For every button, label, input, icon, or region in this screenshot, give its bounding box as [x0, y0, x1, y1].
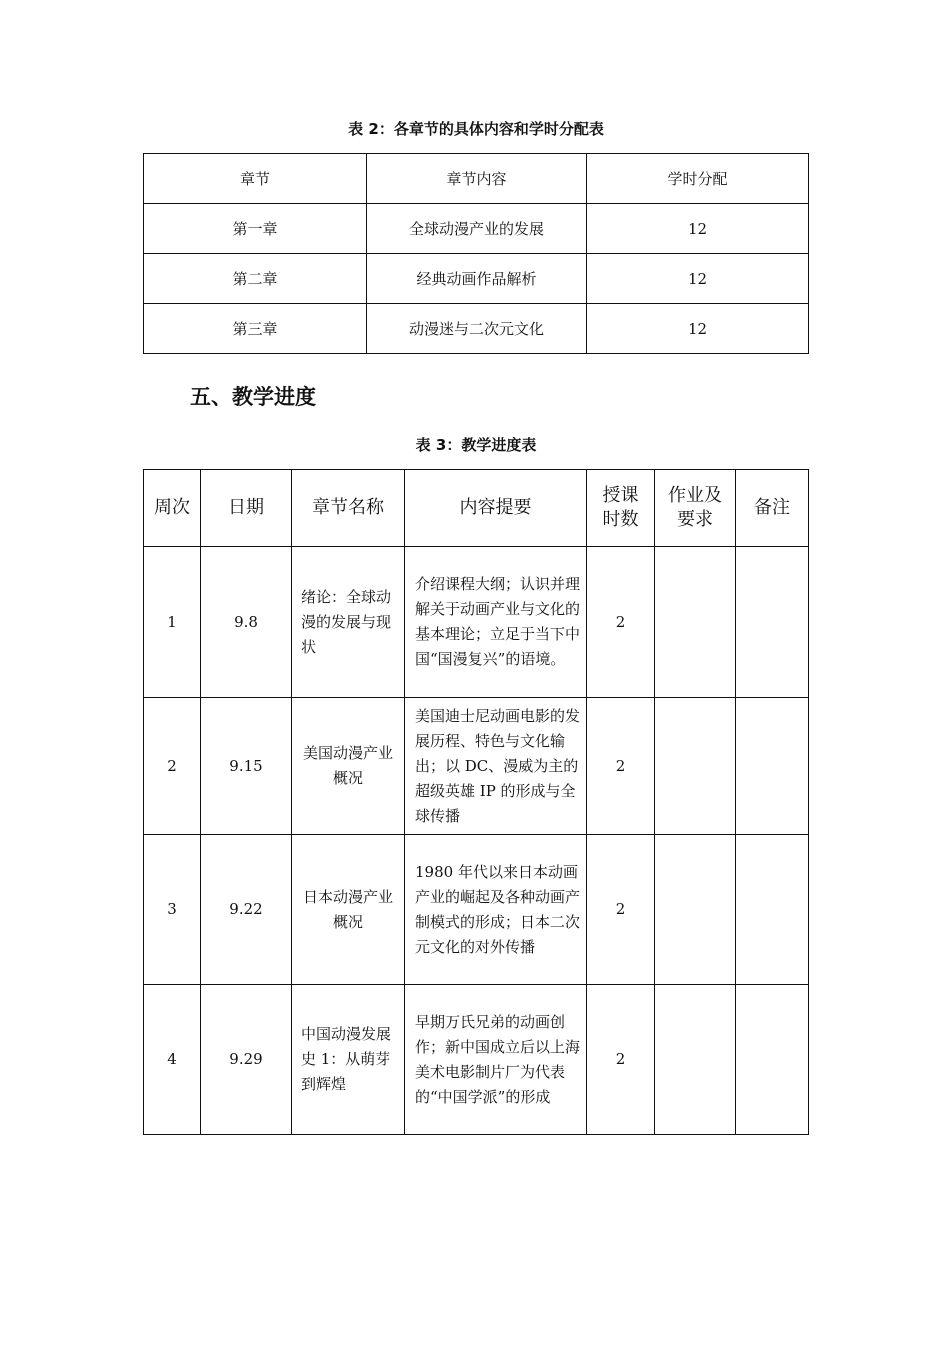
remarks-cell [736, 985, 809, 1135]
section-heading: 五、教学进度 [190, 385, 316, 409]
table-row [144, 304, 809, 354]
week-cell: 4 [144, 985, 201, 1135]
table-row [144, 835, 809, 985]
content-cell: 全球动漫产业的发展 [367, 204, 587, 254]
chapter-name-cell: 日本动漫产业概况 [292, 835, 405, 985]
chapter-name-cell: 绪论：全球动漫的发展与现状 [292, 547, 405, 698]
table3-caption: 表 3：教学进度表 [415, 436, 537, 454]
hours-cell: 12 [587, 204, 809, 254]
chapter-name-cell: 美国动漫产业概况 [292, 698, 405, 835]
table-row [144, 547, 809, 698]
chapter-hours-table [143, 153, 809, 354]
week-cell: 2 [144, 698, 201, 835]
chapter-cell: 第三章 [144, 304, 367, 354]
header-hours: 授课 时数 [587, 470, 655, 547]
date-cell: 9.15 [201, 698, 292, 835]
table-row [144, 698, 809, 835]
table-row [144, 204, 809, 254]
hours-cell: 2 [587, 698, 655, 835]
hours-cell: 12 [587, 254, 809, 304]
hours-cell: 2 [587, 547, 655, 698]
hours-cell: 12 [587, 304, 809, 354]
content-summary-cell: 早期万氏兄弟的动画创作；新中国成立后以上海美术电影制片厂为代表的“中国学派”的形成 [405, 985, 587, 1135]
content-cell: 经典动画作品解析 [367, 254, 587, 304]
header-content: 内容提要 [405, 470, 587, 547]
table-header-row [144, 470, 809, 547]
date-cell: 9.8 [201, 547, 292, 698]
header-cell: 章节内容 [367, 154, 587, 204]
header-cell: 章节 [144, 154, 367, 204]
table-row [144, 985, 809, 1135]
content-cell: 动漫迷与二次元文化 [367, 304, 587, 354]
homework-cell [655, 835, 736, 985]
header-chapter: 章节名称 [292, 470, 405, 547]
header-homework: 作业及 要求 [655, 470, 736, 547]
chapter-name-cell: 中国动漫发展史 1：从萌芽到辉煌 [292, 985, 405, 1135]
week-cell: 3 [144, 835, 201, 985]
chapter-cell: 第一章 [144, 204, 367, 254]
table-header-row [144, 154, 809, 204]
date-cell: 9.29 [201, 985, 292, 1135]
header-cell: 学时分配 [587, 154, 809, 204]
chapter-cell: 第二章 [144, 254, 367, 304]
date-cell: 9.22 [201, 835, 292, 985]
header-date: 日期 [201, 470, 292, 547]
content-summary-cell: 介绍课程大纲；认识并理解关于动画产业与文化的基本理论；立足于当下中国“国漫复兴”的语境。 [405, 547, 587, 698]
remarks-cell [736, 698, 809, 835]
table-row [144, 254, 809, 304]
content-summary-cell: 1980 年代以来日本动画产业的崛起及各种动画产制模式的形成；日本二次元文化的对外传播 [405, 835, 587, 985]
table2-caption: 表 2：各章节的具体内容和学时分配表 [348, 120, 604, 138]
hours-cell: 2 [587, 835, 655, 985]
homework-cell [655, 698, 736, 835]
homework-cell [655, 985, 736, 1135]
header-remarks: 备注 [736, 470, 809, 547]
week-cell: 1 [144, 547, 201, 698]
header-week: 周次 [144, 470, 201, 547]
remarks-cell [736, 547, 809, 698]
remarks-cell [736, 835, 809, 985]
hours-cell: 2 [587, 985, 655, 1135]
homework-cell [655, 547, 736, 698]
teaching-schedule-table [143, 469, 809, 1135]
content-summary-cell: 美国迪士尼动画电影的发展历程、特色与文化输出；以 DC、漫威为主的超级英雄 IP 的形成与全球传播 [405, 698, 587, 835]
